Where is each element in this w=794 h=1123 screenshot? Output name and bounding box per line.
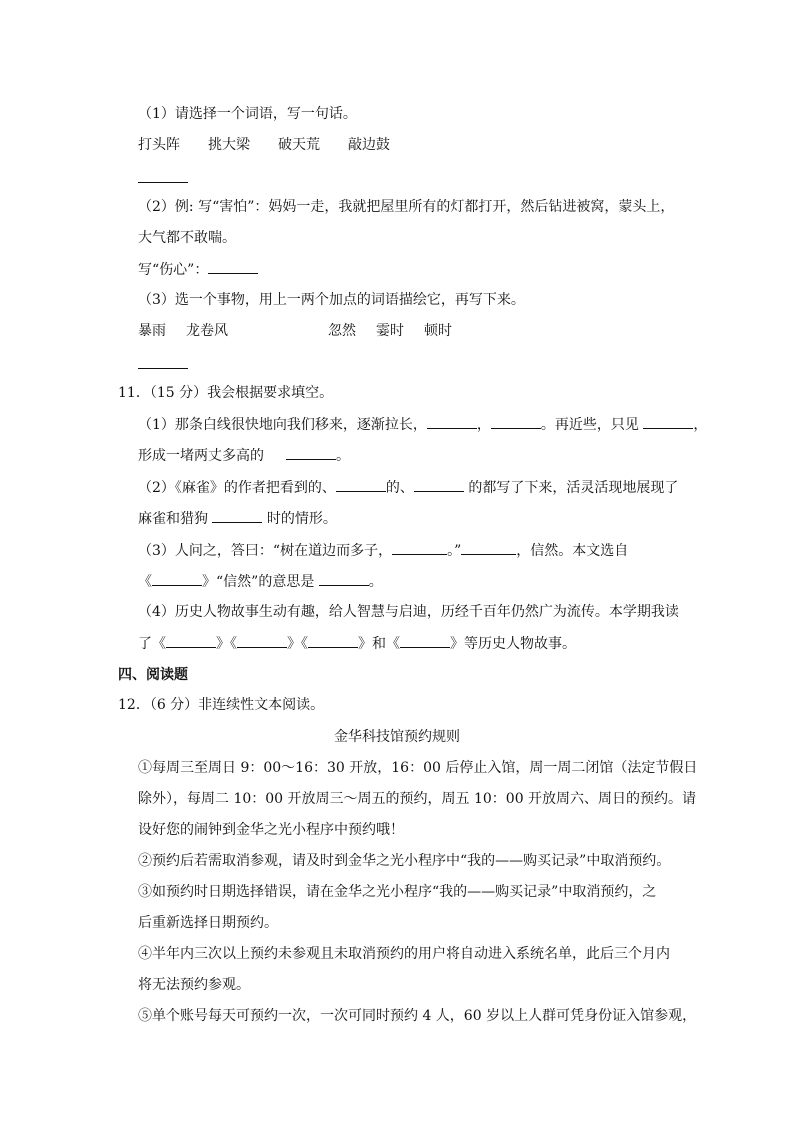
text: 麻雀和猎狗: [138, 511, 208, 527]
dotted-word: 顿时: [424, 323, 452, 339]
rule-1-line3: 设好您的闹钟到金华之光小程序中预约哦！: [138, 822, 404, 838]
rule-2-line1: ②预约后若需取消参观，请及时到金华之光小程序中“我的——购买记录”中取消预约。: [138, 853, 671, 869]
thing-option: 暴雨: [138, 323, 166, 339]
dotted-word: 霎时: [376, 323, 404, 339]
text: 》《: [287, 636, 308, 652]
text: （3）人问之，答曰：“树在道边而多子，: [138, 543, 393, 559]
answer-blank[interactable]: [237, 633, 287, 648]
text: ，: [476, 417, 491, 433]
answer-blank[interactable]: [491, 414, 541, 429]
text: 的、: [385, 480, 414, 496]
text: 的都写了下来，活灵活现地展现了: [468, 480, 679, 496]
answer-blank[interactable]: [461, 540, 516, 555]
text: 》“信然”的意思是: [202, 574, 315, 590]
text: 形成一堵两丈多高的: [138, 448, 264, 464]
rule-5-line1: ⑤单个账号每天可预约一次，一次可同时预约 4 人，60 岁以上人群可凭身份证入馆参观，: [138, 1008, 697, 1024]
answer-blank[interactable]: [138, 168, 188, 189]
q11-s3-line2: [138, 571, 383, 592]
text: 。”: [447, 543, 462, 559]
q12-title: 12．（6 分）非连续性文本阅读。: [118, 697, 325, 713]
word-option: 挑大梁: [208, 137, 250, 153]
text: （2）《麻雀》的作者把看到的、: [138, 480, 336, 496]
q10-part2-example-cont: 大气都不敢喘。: [138, 230, 236, 246]
thing-option: 龙卷风: [186, 323, 228, 339]
q11-s1-line2: [138, 445, 350, 466]
text: 》《: [216, 636, 237, 652]
section-heading: 四、阅读题: [118, 667, 188, 683]
answer-blank[interactable]: [392, 540, 447, 555]
task-label: 写“伤心”：: [138, 262, 209, 278]
word-option: 打头阵: [138, 137, 180, 153]
rules-title: 金华科技馆预约规则: [334, 729, 460, 745]
q10-part1-word-list: [138, 135, 390, 155]
answer-blank[interactable]: [212, 508, 262, 523]
word-option: 敲边鼓: [348, 137, 390, 153]
rule-1-line1: ①每周三至周日 9：00～16：30 开放，16：00 后停止入馆，周一周二闭馆（法定节假日: [138, 760, 698, 776]
answer-blank[interactable]: [152, 571, 202, 586]
text: ，: [693, 417, 708, 433]
answer-blank[interactable]: [400, 633, 450, 648]
text: 。: [336, 448, 350, 464]
rule-4-line1: ④半年内三次以上预约未参观且未取消预约的用户将自动进入系统名单，此后三个月内: [138, 946, 670, 962]
q10-part3-prompt: （3）选一个事物，用上一两个加点的词语描绘它，再写下来。: [138, 292, 525, 308]
text: 》和《: [358, 636, 400, 652]
text: （1）那条白线很快地向我们移来，逐渐拉长，: [138, 417, 427, 433]
dotted-word: 忽然: [328, 323, 356, 339]
q11-s1-line1: [138, 414, 707, 435]
text: ，信然。本文选自: [516, 543, 629, 559]
q10-part3-word-list: [138, 321, 452, 341]
q11-s2-line1: [138, 477, 678, 498]
q11-s4-line1: （4）历史人物故事生动有趣，给人智慧与启迪，历经千百年仍然广为流传。本学期我读: [138, 604, 679, 620]
rule-3-line1: ③如预约时日期选择错误，请在金华之光小程序“我的——购买记录”中取消预约，之: [138, 884, 657, 900]
answer-blank[interactable]: [336, 477, 386, 492]
answer-blank[interactable]: [414, 477, 464, 492]
text: 时的情形。: [266, 511, 337, 527]
q11-title: 11．（15 分）我会根据要求填空。: [118, 385, 334, 401]
q10-part2-task: [138, 259, 258, 280]
answer-blank[interactable]: [308, 633, 358, 648]
answer-blank[interactable]: [319, 571, 369, 586]
rule-1-line2: 除外），每周二 10：00 开放周三～周五的预约，周五 10：00 开放周六、周日的预约。请: [138, 791, 697, 807]
answer-blank[interactable]: [208, 259, 258, 274]
q10-part1-prompt: （1）请选择一个词语，写一句话。: [138, 106, 357, 122]
answer-blank[interactable]: [286, 445, 336, 460]
text: 。再近些，只见: [540, 417, 639, 433]
word-option: 破天荒: [278, 137, 320, 153]
rule-4-line2: 将无法预约参观。: [138, 977, 250, 993]
answer-blank[interactable]: [643, 414, 693, 429]
answer-blank[interactable]: [166, 633, 216, 648]
text: 了《: [138, 636, 166, 652]
rule-3-line2: 后重新选择日期预约。: [138, 915, 278, 931]
answer-blank[interactable]: [138, 354, 188, 375]
q11-s4-line2: [138, 633, 576, 654]
text: 《: [138, 574, 152, 590]
q11-s2-line2: [138, 508, 337, 529]
text: 》等历史人物故事。: [450, 636, 576, 652]
text: 。: [368, 574, 383, 590]
q10-part2-example: （2）例: 写“害怕”：妈妈一走，我就把屋里所有的灯都打开，然后钻进被窝，蒙头上，: [138, 199, 675, 215]
q11-s3-line1: [138, 540, 628, 561]
answer-blank[interactable]: [427, 414, 477, 429]
